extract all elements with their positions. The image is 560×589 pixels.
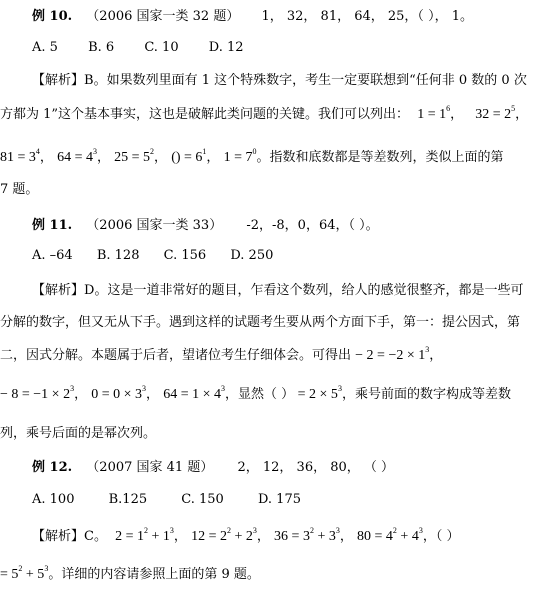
ex10-text4: 7 题。 <box>0 182 39 197</box>
ex10-option-a: A. 5 <box>32 40 58 55</box>
ex11-sequence: -2，-8，0，64，（ ）。 <box>246 218 379 233</box>
ex12-source: （2007 国家 41 题） <box>86 460 214 475</box>
ex12-label: 例 12. <box>32 460 73 475</box>
ex11-answer: D。 <box>84 283 108 298</box>
ex10-analysis-line3: $81 = 3^4$， $64 = 4^3$， $25 = 5^2$， () = $6^1$， $1 = 7^0$。指数和底数都是等差数列，类似上面的第 <box>0 147 504 165</box>
ex11-text4-tail: ，乘号前面的数字构成等差数 <box>341 387 511 402</box>
ex10-option-b: B. 6 <box>88 40 115 55</box>
ex12-option-c: C. 150 <box>181 492 224 507</box>
ex12-answer: C。 <box>84 529 107 544</box>
ex10-text3-tail: 。指数和底数都是等差数列，类似上面的第 <box>256 150 504 165</box>
ex11-option-c: C. 156 <box>163 248 207 263</box>
ex12-analysis-line2 <box>0 565 260 585</box>
ex10-sequence: 1， 32， 81， 64， 25，（ ）， 1。 <box>261 9 473 24</box>
ex12-eq-12: $12 = 2^2 + 2^3$ <box>191 526 257 544</box>
ex10-eq-81: $81 = 3^4$ <box>0 147 40 165</box>
ex10-text1: 如果数列里面有 1 这个特殊数字，考生一定要联想到“任何非 0 数的 0 次 <box>106 73 527 88</box>
ex11-eq-neg8: − $8 = -1 \times 2^3$ <box>0 384 75 402</box>
ex11-option-b: B. 128 <box>96 248 140 263</box>
ex10-option-c: C. 10 <box>144 40 179 55</box>
ex10-eq-64: $64 = 4^3$ <box>57 147 97 165</box>
ex10-analysis-tag: 【解析】 <box>32 73 85 88</box>
ex11-eq-blank: = $2 \times 5^3$ <box>294 384 342 402</box>
ex10-eq-1b: $1 = 7^0$ <box>223 147 257 165</box>
ex12-tail-blank: ，（ ） <box>422 529 460 544</box>
ex12-header <box>32 458 394 478</box>
ex10-header <box>32 7 473 27</box>
ex11-options <box>32 246 273 266</box>
ex12-eq-80: $80 = 4^2 + 4^3$ <box>357 526 423 544</box>
ex11-text4-mid: ，显然（ ） <box>225 387 295 402</box>
ex10-analysis-line4 <box>0 180 38 200</box>
ex11-header <box>32 216 379 236</box>
ex10-eq-1: $1 = 1^6$ <box>417 104 451 122</box>
ex10-analysis-line1 <box>32 71 527 91</box>
ex10-source: （2006 国家一类 32 题） <box>86 9 240 24</box>
ex10-eq-blank: () = $6^1$ <box>171 147 207 165</box>
ex11-eq-64: $64 = 1 \times 4^3$ <box>163 384 225 402</box>
ex11-option-a: A. –64 <box>32 248 73 263</box>
ex12-text2-tail: 。详细的内容请参照上面的第 9 题。 <box>48 567 260 582</box>
ex12-sequence: 2， 12， 36， 80， （ ） <box>237 460 395 475</box>
ex12-options <box>32 490 301 510</box>
ex11-analysis-tag: 【解析】 <box>32 283 85 298</box>
ex10-text2: 方都为 1”这个基本事实，这也是破解此类问题的关键。我们可以列出： <box>0 107 410 122</box>
ex11-analysis-line3: 二，因式分解。本题属于后者，望诸位考生仔细体会。可得出 − $2 = -2 \times 1^3$， <box>0 345 443 363</box>
ex12-analysis-tag: 【解析】 <box>32 529 85 544</box>
ex11-option-d: D. 250 <box>230 248 274 263</box>
ex12-option-a: A. 100 <box>32 492 75 507</box>
ex10-eq-25: $25 = 5^2$ <box>114 147 155 165</box>
ex11-source: （2006 国家一类 33） <box>86 218 223 233</box>
ex11-analysis-line2 <box>0 313 520 333</box>
ex10-options <box>32 38 244 58</box>
ex10-answer: B。 <box>84 73 107 88</box>
ex10-analysis-line2: 方都为 1”这个基本事实，这也是破解此类问题的关键。我们可以列出： $1 = 1^6$， $32 = 2^5$， <box>0 104 529 122</box>
ex12-eq-blank: = $5^2 + 5^3$ <box>0 564 49 582</box>
ex12-eq-2: $2 = 1^2 + 1^3$ <box>115 526 174 544</box>
ex11-analysis-line5 <box>0 424 156 444</box>
ex11-text3: 二，因式分解。本题属于后者，望诸位考生仔细体会。可得出 <box>0 348 352 363</box>
ex11-text1: 这是一道非常好的题目，乍看这个数列，给人的感觉很整齐，都是一些可 <box>107 283 524 298</box>
ex12-eq-36: $36 = 3^2 + 3^3$ <box>274 526 340 544</box>
ex11-text2: 分解的数字，但又无从下手。遇到这样的试题考生要从两个方面下手，第一：提公因式，第 <box>0 315 521 330</box>
ex11-analysis-line1 <box>32 281 523 301</box>
ex11-eq-neg2: − $2 = -2 \times 1^3$ <box>355 345 430 363</box>
ex10-label: 例 10. <box>32 9 73 24</box>
ex11-text5: 列，乘号后面的是幂次列。 <box>0 426 157 441</box>
ex10-eq-32: $32 = 2^5$ <box>475 104 516 122</box>
ex12-option-d: D. 175 <box>257 492 301 507</box>
ex10-option-d: D. 12 <box>208 40 244 55</box>
ex12-analysis-line1: 【解析】C。 $2 = 1^2 + 1^3$， $12 = 2^2 + 2^3$， $36 = 3^2 + 3^3$， $80 = 4^2 + 4^3$，（ ） <box>32 526 460 544</box>
ex12-option-b: B.125 <box>108 492 148 507</box>
ex11-label: 例 11. <box>32 218 73 233</box>
ex11-analysis-line4: − $8 = -1 \times 2^3$， $0 = 0 \times 3^3$， $64 = 1 \times 4^3$，显然（ ） = $2 \times 5^3$，乘号前面的数字构成等差数 <box>0 384 511 402</box>
ex11-eq-0: $0 = 0 \times 3^3$ <box>91 384 147 402</box>
